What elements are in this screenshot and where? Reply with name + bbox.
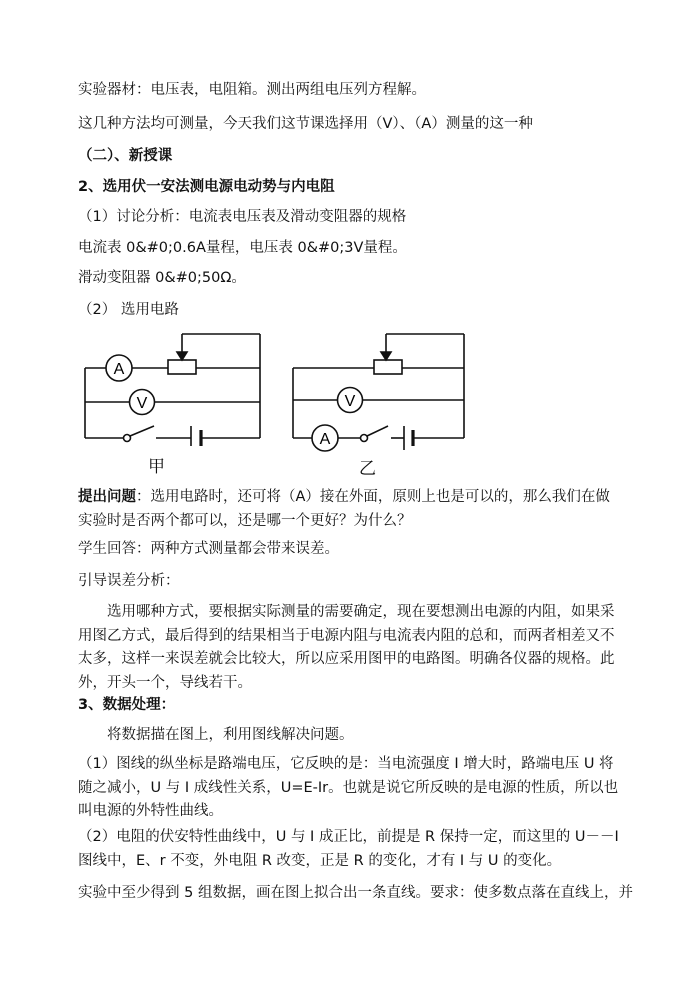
question-text: ：选用电路时，还可将（A）接在外面，原则上也是可以的，那么我们在做实验时是否两个都可以，还是哪一个更好？为什么？ [78,489,610,529]
paragraph-1: （1）图线的纵坐标是路端电压，它反映的是：当电流强度 I 增大时，路端电压 U 将随之减小，U 与 I 成线性关系，U=E-Ir。也就是说它所反映的是电源的性质，所以也叫电源的外特性曲线。 [78,756,619,819]
question-paragraph [78,486,623,533]
text-line: （2） 选用电路 [78,302,179,318]
circuit-label-right: 乙 [359,459,376,479]
section-heading: 3、数据处理： [78,697,176,713]
text-line: 实验器材：电压表，电阻箱。测出两组电压列方程解。 [78,82,426,98]
question-lead: 提出问题 [78,489,136,505]
section-heading: （二）、新授课 [78,148,173,164]
voltmeter-label: V [344,393,356,410]
ammeter-label: A [113,361,125,378]
text-line: 滑动变阻器 0&#0;50Ω。 [78,270,246,286]
text-line: 学生回答：两种方式测量都会带来误差。 [78,541,339,557]
analysis-paragraph: 选用哪种方式，要根据实际测量的需要确定，现在要想测出电源的内阻，如果采用图乙方式，最后得到的结果相当于电源内阻与电流表内阻的总和，而两者相差又不太多，这样一来误差就会比较大，所以应采用图甲的电路图。明确各仪器的规格。此外，开头一个，导线若干。 [78,604,615,691]
circuit-label-left: 甲 [148,457,165,477]
voltmeter-label: V [136,395,148,412]
text-line: 引导误差分析： [78,573,180,589]
text-line: 电流表 0&#0;0.6A量程，电压表 0&#0;3V量程。 [78,240,407,256]
section-heading: 2、选用伏一安法测电源电动势与内电阻 [78,179,335,195]
paragraph-2: （2）电阻的伏安特性曲线中，U 与 I 成正比，前提是 R 保持一定，而这里的 U－－I 图线中，E、r 不变，外电阻 R 改变，正是 R 的变化，才有 I 与 U 的变化。 [78,829,619,869]
text-line: 实验中至少得到 5 组数据，画在图上拟合出一条直线。要求：使多数点落在直线上，并 [78,885,633,901]
ammeter-label: A [319,431,331,448]
circuit-diagram-left [80,328,270,446]
text-line: 这几种方法均可测量，今天我们这节课选择用（V）、（A）测量的这一种 [78,116,533,132]
text-line: 将数据描在图上，利用图线解决问题。 [107,727,354,743]
circuit-diagram-right [288,328,478,452]
text-line: （1）讨论分析：电流表电压表及滑动变阻器的规格 [78,209,407,225]
